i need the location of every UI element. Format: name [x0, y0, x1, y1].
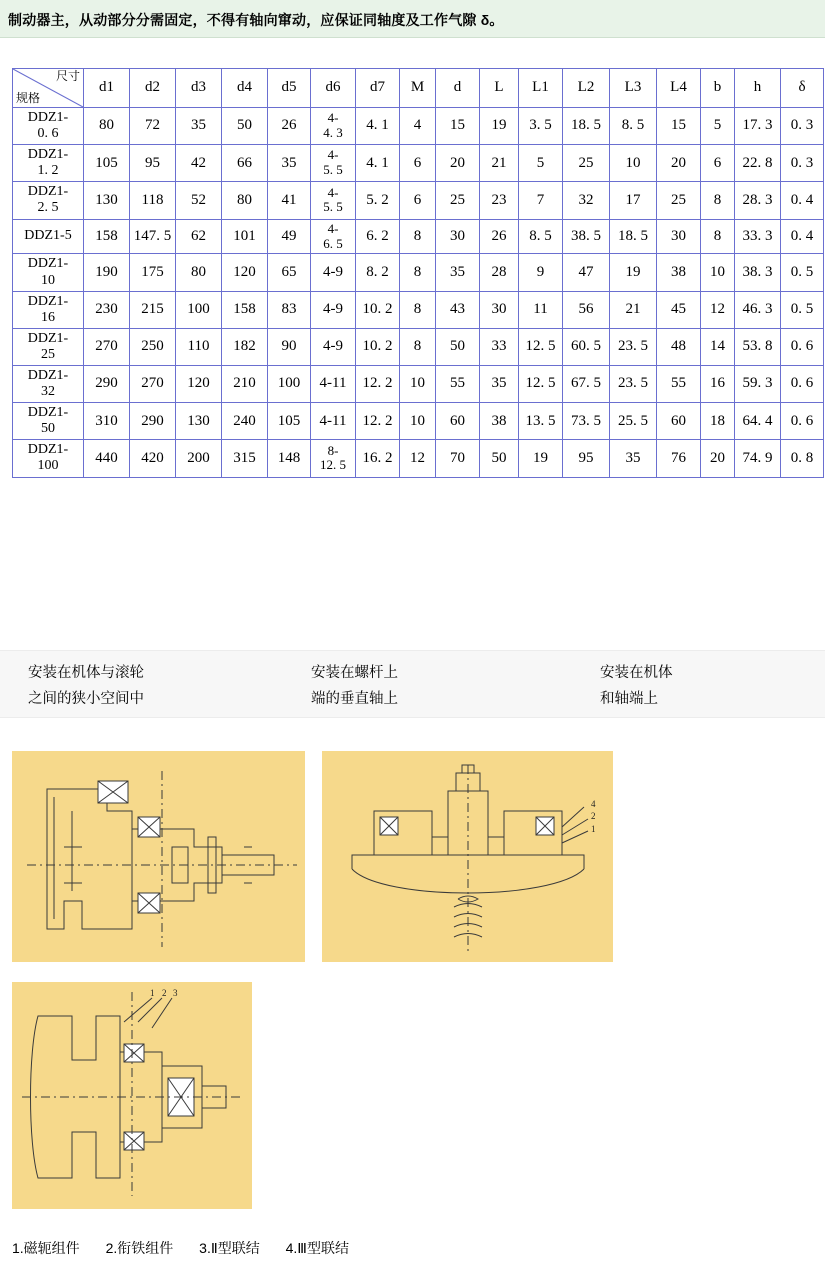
- cell-d3: 110: [176, 328, 222, 365]
- cell-delta: 0. 3: [781, 108, 824, 145]
- col-header-delta: δ: [781, 69, 824, 108]
- cell-d3: 120: [176, 366, 222, 403]
- cell-d5: 105: [268, 403, 311, 440]
- cell-delta: 0. 5: [781, 291, 824, 328]
- cell-M: 8: [400, 291, 436, 328]
- table-row: [13, 254, 824, 291]
- cell-d2: 95: [130, 145, 176, 182]
- legend-item-3: 3.Ⅱ型联结: [199, 1240, 260, 1256]
- cell-d4: 120: [222, 254, 268, 291]
- caption-2-line1: 安装在螺杆上: [311, 665, 398, 681]
- figure-2-label-2: 2: [591, 811, 596, 821]
- cell-d5: 90: [268, 328, 311, 365]
- cell-d3: 80: [176, 254, 222, 291]
- row-model-line1: DDZ1-: [27, 405, 69, 421]
- table-corner-cell: [13, 69, 84, 108]
- table-row: [13, 403, 824, 440]
- cell-delta: 0. 8: [781, 440, 824, 477]
- assembly-drawing-1: [12, 751, 305, 962]
- cell-M: 6: [400, 182, 436, 219]
- row-model-line2: 25: [41, 346, 55, 362]
- cell-L1: 8. 5: [519, 219, 563, 254]
- row-model: [13, 108, 84, 145]
- cell-L1: 13. 5: [519, 403, 563, 440]
- row-model-line2: 100: [37, 458, 59, 474]
- cell-L3: 19: [610, 254, 657, 291]
- specification-table: [12, 68, 824, 478]
- col-header-d7: d7: [356, 69, 400, 108]
- row-model-line2: 50: [41, 421, 55, 437]
- cell-d1: 158: [84, 219, 130, 254]
- cell-M: 8: [400, 328, 436, 365]
- cell-delta: 0. 6: [781, 403, 824, 440]
- cell-M: 12: [400, 440, 436, 477]
- cell-d2: 147. 5: [130, 219, 176, 254]
- row-model-line2: 16: [41, 309, 55, 325]
- cell-L4: 30: [657, 219, 701, 254]
- cell-d7: 4. 1: [356, 108, 400, 145]
- cell-d4: 101: [222, 219, 268, 254]
- cell-d2: 118: [130, 182, 176, 219]
- cell-d: 60: [436, 403, 480, 440]
- cell-d1: 105: [84, 145, 130, 182]
- row-model-line1: DDZ1-: [27, 330, 69, 346]
- cell-b: 12: [701, 291, 735, 328]
- cell-b: 8: [701, 219, 735, 254]
- cell-d4: 80: [222, 182, 268, 219]
- cell-d2: 270: [130, 366, 176, 403]
- cell-h: 22. 8: [735, 145, 781, 182]
- cell-L4: 76: [657, 440, 701, 477]
- cell-d6-line2: 4. 3: [323, 125, 343, 141]
- figure-3-label-1: 1: [150, 988, 155, 998]
- cell-L1: 11: [519, 291, 563, 328]
- cell-L1: 5: [519, 145, 563, 182]
- row-model-line1: DDZ1-: [27, 256, 69, 272]
- row-model: [13, 366, 84, 403]
- cell-d7: 6. 2: [356, 219, 400, 254]
- col-header-L1: L1: [519, 69, 563, 108]
- cell-delta: 0. 4: [781, 219, 824, 254]
- cell-b: 18: [701, 403, 735, 440]
- cell-d2: 72: [130, 108, 176, 145]
- cell-L2: 18. 5: [563, 108, 610, 145]
- cell-d: 25: [436, 182, 480, 219]
- cell-d3: 100: [176, 291, 222, 328]
- cell-b: 6: [701, 145, 735, 182]
- cell-d1: 290: [84, 366, 130, 403]
- cell-d4: 50: [222, 108, 268, 145]
- row-model-line2: 32: [41, 384, 55, 400]
- cell-b: 5: [701, 108, 735, 145]
- col-header-L4: L4: [657, 69, 701, 108]
- cell-h: 38. 3: [735, 254, 781, 291]
- cell-d6: 4-11: [311, 403, 356, 440]
- cell-L2: 60. 5: [563, 328, 610, 365]
- note-banner: [0, 0, 825, 38]
- corner-label-spec: 规格: [16, 91, 41, 106]
- cell-d6: 4-9: [311, 328, 356, 365]
- cell-delta: 0. 6: [781, 328, 824, 365]
- cell-L3: 23. 5: [610, 366, 657, 403]
- corner-label-dimension: 尺寸: [55, 69, 80, 83]
- cell-L2: 95: [563, 440, 610, 477]
- cell-M: 10: [400, 403, 436, 440]
- col-header-L: L: [480, 69, 519, 108]
- row-model-line2: 10: [41, 272, 55, 288]
- assembly-drawing-2: [322, 751, 613, 962]
- cell-L3: 10: [610, 145, 657, 182]
- figure-3-label-2: 2: [162, 988, 167, 998]
- cell-d1: 440: [84, 440, 130, 477]
- cell-d: 50: [436, 328, 480, 365]
- cell-d7: 10. 2: [356, 291, 400, 328]
- cell-d6-line1: 4-: [327, 220, 339, 236]
- row-model: [13, 254, 84, 291]
- row-model: [13, 291, 84, 328]
- figure-2-label-1: 1: [591, 824, 596, 834]
- cell-d4: 315: [222, 440, 268, 477]
- table-row: [13, 366, 824, 403]
- cell-delta: 0. 3: [781, 145, 824, 182]
- cell-L1: 7: [519, 182, 563, 219]
- cell-M: 6: [400, 145, 436, 182]
- row-model-line1: DDZ1-: [27, 147, 69, 163]
- cell-L1: 12. 5: [519, 328, 563, 365]
- cell-d: 15: [436, 108, 480, 145]
- cell-d: 70: [436, 440, 480, 477]
- cell-h: 28. 3: [735, 182, 781, 219]
- cell-d6-line1: 4-: [327, 184, 339, 200]
- col-header-d: d: [436, 69, 480, 108]
- cell-L2: 38. 5: [563, 219, 610, 254]
- caption-band: [0, 650, 825, 718]
- table-header-row: [13, 69, 824, 108]
- row-model-line1: DDZ1-: [27, 442, 69, 458]
- cell-d3: 52: [176, 182, 222, 219]
- cell-d4: 158: [222, 291, 268, 328]
- cell-L3: 18. 5: [610, 219, 657, 254]
- cell-h: 33. 3: [735, 219, 781, 254]
- cell-d6: 4-9: [311, 291, 356, 328]
- cell-d: 43: [436, 291, 480, 328]
- cell-b: 16: [701, 366, 735, 403]
- figure-caption-3: [600, 660, 673, 712]
- cell-L2: 32: [563, 182, 610, 219]
- row-model: [13, 182, 84, 219]
- cell-d: 55: [436, 366, 480, 403]
- assembly-drawing-1-graphic: [12, 751, 305, 962]
- cell-d7: 5. 2: [356, 182, 400, 219]
- caption-1-line2: 之间的狭小空间中: [28, 691, 144, 707]
- row-model-line2: 2. 5: [37, 200, 59, 216]
- cell-d6: 4-9: [311, 254, 356, 291]
- row-model-line1: DDZ1-: [27, 368, 69, 383]
- cell-L2: 56: [563, 291, 610, 328]
- table-row: [13, 145, 824, 182]
- cell-d: 35: [436, 254, 480, 291]
- legend-item-1: 1.磁轭组件: [12, 1240, 80, 1256]
- cell-d6: [311, 108, 356, 145]
- cell-L2: 73. 5: [563, 403, 610, 440]
- spec-table-container: [12, 68, 825, 478]
- cell-b: 10: [701, 254, 735, 291]
- cell-b: 20: [701, 440, 735, 477]
- cell-L4: 60: [657, 403, 701, 440]
- col-header-L2: L2: [563, 69, 610, 108]
- cell-delta: 0. 5: [781, 254, 824, 291]
- caption-1-line1: 安装在机体与滚轮: [28, 665, 144, 681]
- table-row: [13, 328, 824, 365]
- cell-L4: 20: [657, 145, 701, 182]
- col-header-d3: d3: [176, 69, 222, 108]
- cell-L: 38: [480, 403, 519, 440]
- cell-d6-line2: 12. 5: [320, 457, 346, 473]
- cell-L3: 21: [610, 291, 657, 328]
- figure-3-label-3: 3: [173, 988, 178, 998]
- row-model: [13, 440, 84, 477]
- row-model: [13, 403, 84, 440]
- cell-d: 30: [436, 219, 480, 254]
- cell-L4: 15: [657, 108, 701, 145]
- cell-d5: 35: [268, 145, 311, 182]
- cell-d1: 230: [84, 291, 130, 328]
- cell-L3: 25. 5: [610, 403, 657, 440]
- cell-d5: 26: [268, 108, 311, 145]
- assembly-drawing-2-graphic: [322, 751, 613, 962]
- figure-caption-2: [311, 660, 398, 712]
- assembly-drawing-3: [12, 982, 252, 1209]
- cell-L2: 67. 5: [563, 366, 610, 403]
- cell-d2: 215: [130, 291, 176, 328]
- cell-M: 8: [400, 219, 436, 254]
- cell-d6-line2: 6. 5: [323, 235, 343, 251]
- cell-L4: 25: [657, 182, 701, 219]
- cell-d4: 210: [222, 366, 268, 403]
- cell-d3: 42: [176, 145, 222, 182]
- row-model: [13, 219, 84, 254]
- cell-d4: 240: [222, 403, 268, 440]
- cell-d5: 49: [268, 219, 311, 254]
- row-model-line2: 0. 6: [37, 126, 59, 142]
- cell-d6-line2: 5. 5: [323, 162, 343, 178]
- table-row: [13, 219, 824, 254]
- cell-L4: 48: [657, 328, 701, 365]
- col-header-M: M: [400, 69, 436, 108]
- col-header-b: b: [701, 69, 735, 108]
- note-text: 制动器主，从动部分分需固定，不得有轴向窜动，应保证同轴度及工作气隙 δ。: [8, 12, 504, 28]
- cell-L2: 47: [563, 254, 610, 291]
- legend-item-4: 4.Ⅲ型联结: [285, 1240, 349, 1256]
- cell-d7: 12. 2: [356, 403, 400, 440]
- col-header-d6: d6: [311, 69, 356, 108]
- cell-d4: 66: [222, 145, 268, 182]
- cell-d6: [311, 182, 356, 219]
- row-model: [13, 328, 84, 365]
- cell-M: 8: [400, 254, 436, 291]
- cell-d1: 190: [84, 254, 130, 291]
- col-header-h: h: [735, 69, 781, 108]
- cell-d3: 35: [176, 108, 222, 145]
- cell-d7: 4. 1: [356, 145, 400, 182]
- cell-h: 17. 3: [735, 108, 781, 145]
- row-model-line2: 1. 2: [37, 163, 59, 179]
- caption-3-line2: 和轴端上: [600, 691, 658, 707]
- figure-2-label-4: 4: [591, 799, 596, 809]
- caption-2-line2: 端的垂直轴上: [311, 691, 398, 707]
- cell-d6: 4-11: [311, 366, 356, 403]
- cell-L3: 17: [610, 182, 657, 219]
- cell-L4: 55: [657, 366, 701, 403]
- row-model-line1: DDZ1-: [27, 184, 69, 200]
- cell-d7: 16. 2: [356, 440, 400, 477]
- cell-b: 8: [701, 182, 735, 219]
- cell-d2: 420: [130, 440, 176, 477]
- cell-h: 53. 8: [735, 328, 781, 365]
- cell-d6-line2: 5. 5: [323, 199, 343, 215]
- cell-d7: 12. 2: [356, 366, 400, 403]
- cell-d5: 65: [268, 254, 311, 291]
- cell-L: 21: [480, 145, 519, 182]
- table-row: [13, 291, 824, 328]
- cell-d5: 100: [268, 366, 311, 403]
- cell-d1: 310: [84, 403, 130, 440]
- cell-L1: 9: [519, 254, 563, 291]
- caption-3-line1: 安装在机体: [600, 665, 673, 681]
- legend-item-2: 2.衔铁组件: [105, 1240, 174, 1256]
- cell-d3: 130: [176, 403, 222, 440]
- cell-d1: 270: [84, 328, 130, 365]
- cell-L: 30: [480, 291, 519, 328]
- cell-L: 35: [480, 366, 519, 403]
- cell-L3: 23. 5: [610, 328, 657, 365]
- table-row: [13, 108, 824, 145]
- cell-L4: 38: [657, 254, 701, 291]
- col-header-d4: d4: [222, 69, 268, 108]
- cell-h: 74. 9: [735, 440, 781, 477]
- cell-d1: 80: [84, 108, 130, 145]
- cell-b: 14: [701, 328, 735, 365]
- col-header-d2: d2: [130, 69, 176, 108]
- figure-caption-1: [28, 660, 144, 712]
- cell-d4: 182: [222, 328, 268, 365]
- cell-d6: [311, 145, 356, 182]
- table-row: [13, 182, 824, 219]
- row-model-line1: DDZ1-: [27, 293, 69, 309]
- cell-h: 64. 4: [735, 403, 781, 440]
- cell-d7: 10. 2: [356, 328, 400, 365]
- table-row: [13, 440, 824, 477]
- cell-L4: 45: [657, 291, 701, 328]
- cell-L2: 25: [563, 145, 610, 182]
- cell-d6: [311, 440, 356, 477]
- legend-row: [12, 1238, 371, 1258]
- row-model-line1: DDZ1-: [27, 110, 69, 125]
- cell-L1: 3. 5: [519, 108, 563, 145]
- cell-L3: 35: [610, 440, 657, 477]
- cell-L: 19: [480, 108, 519, 145]
- cell-M: 4: [400, 108, 436, 145]
- cell-d6-line1: 8-: [327, 442, 339, 458]
- cell-d5: 148: [268, 440, 311, 477]
- cell-d2: 250: [130, 328, 176, 365]
- cell-delta: 0. 4: [781, 182, 824, 219]
- cell-h: 46. 3: [735, 291, 781, 328]
- cell-d5: 41: [268, 182, 311, 219]
- cell-d5: 83: [268, 291, 311, 328]
- row-model: [13, 145, 84, 182]
- cell-d1: 130: [84, 182, 130, 219]
- cell-d6: [311, 219, 356, 254]
- cell-d: 20: [436, 145, 480, 182]
- col-header-d1: d1: [84, 69, 130, 108]
- cell-delta: 0. 6: [781, 366, 824, 403]
- cell-L: 33: [480, 328, 519, 365]
- cell-h: 59. 3: [735, 366, 781, 403]
- col-header-d5: d5: [268, 69, 311, 108]
- cell-d7: 8. 2: [356, 254, 400, 291]
- cell-L1: 19: [519, 440, 563, 477]
- row-model-line1: DDZ1-5: [24, 228, 72, 244]
- cell-d6-line1: 4-: [327, 147, 339, 163]
- cell-M: 10: [400, 366, 436, 403]
- cell-L1: 12. 5: [519, 366, 563, 403]
- cell-d3: 200: [176, 440, 222, 477]
- cell-d2: 290: [130, 403, 176, 440]
- cell-L: 23: [480, 182, 519, 219]
- cell-L3: 8. 5: [610, 108, 657, 145]
- cell-L: 50: [480, 440, 519, 477]
- assembly-drawing-3-graphic: [12, 982, 252, 1209]
- cell-d2: 175: [130, 254, 176, 291]
- cell-L: 26: [480, 219, 519, 254]
- cell-L: 28: [480, 254, 519, 291]
- col-header-L3: L3: [610, 69, 657, 108]
- cell-d3: 62: [176, 219, 222, 254]
- cell-d6-line1: 4-: [327, 110, 339, 126]
